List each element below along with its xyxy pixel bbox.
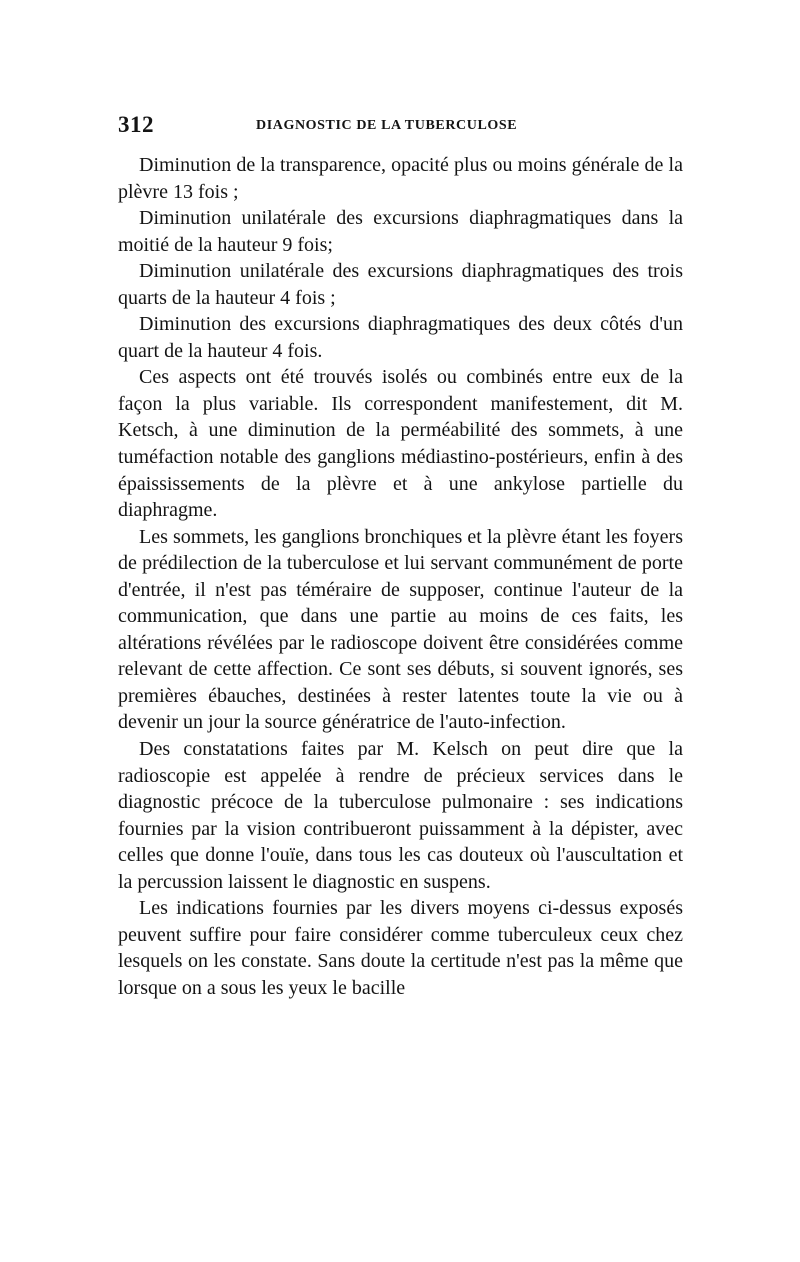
running-title: DIAGNOSTIC DE LA TUBERCULOSE bbox=[256, 118, 518, 133]
body-text bbox=[118, 152, 683, 1002]
paragraph-indications: Les indications fournies par les divers moyens ci-dessus exposés peuvent suffire pour faire considérer comme tuberculeux ceux chez lesquels on les constate. Sans doute la certitude n'est pas la même que lorsque on a sous les yeux le bacille bbox=[118, 897, 683, 999]
paragraph-aspects: Ces aspects ont été trouvés isolés ou combinés entre eux de la façon la plus variable. Ils correspondent manifestement, dit M. Ketsch, à une diminution de la perméabilité des sommets, à une tuméfaction notable des ganglions médiastino-postérieurs, enfin à des épaississements de la plèvre et à une ankylose partielle du diaphragme. bbox=[118, 366, 683, 522]
page-header bbox=[118, 112, 683, 144]
page-number: 312 bbox=[118, 112, 154, 137]
paragraph-bilateral-quarter: Diminution des excursions diaphragmatiques des deux côtés d'un quart de la hauteur 4 fois. bbox=[118, 313, 683, 362]
paragraph-summits: Les sommets, les ganglions bronchiques et la plèvre étant les foyers de prédilection de la tuberculose et lui servant communément de porte d'entrée, il n'est pas téméraire de supposer, continue l'auteur de la communication, que dans une partie au moins de ces faits, les altérations révélées par le radioscope doivent être considérées comme relevant de cette affection. Ce sont ses débuts, si souvent ignorés, ses premières ébauches, destinées à rester latentes toute la vie ou à devenir un jour la source génératrice de l'auto-infection. bbox=[118, 525, 683, 734]
paragraph-unilateral-half: Diminution unilatérale des excursions diaphragmatiques dans la moitié de la hauteur 9 fois; bbox=[118, 207, 683, 256]
paragraph-radioscopy: Des constatations faites par M. Kelsch on peut dire que la radioscopie est appelée à rendre de précieux services dans le diagnostic précoce de la tuberculose pulmonaire : ses indications fournies par la vision contribueront puissamment à la dépister, avec celles que donne l'ouïe, dans tous les cas douteux où l'auscultation et la percussion laissent le diagnostic en suspens. bbox=[118, 738, 683, 893]
paragraph-unilateral-three-quarters: Diminution unilatérale des excursions diaphragmatiques des trois quarts de la hauteur 4 fois ; bbox=[118, 260, 683, 309]
paragraph-transparency: Diminution de la transparence, opacité plus ou moins générale de la plèvre 13 fois ; bbox=[118, 154, 683, 203]
